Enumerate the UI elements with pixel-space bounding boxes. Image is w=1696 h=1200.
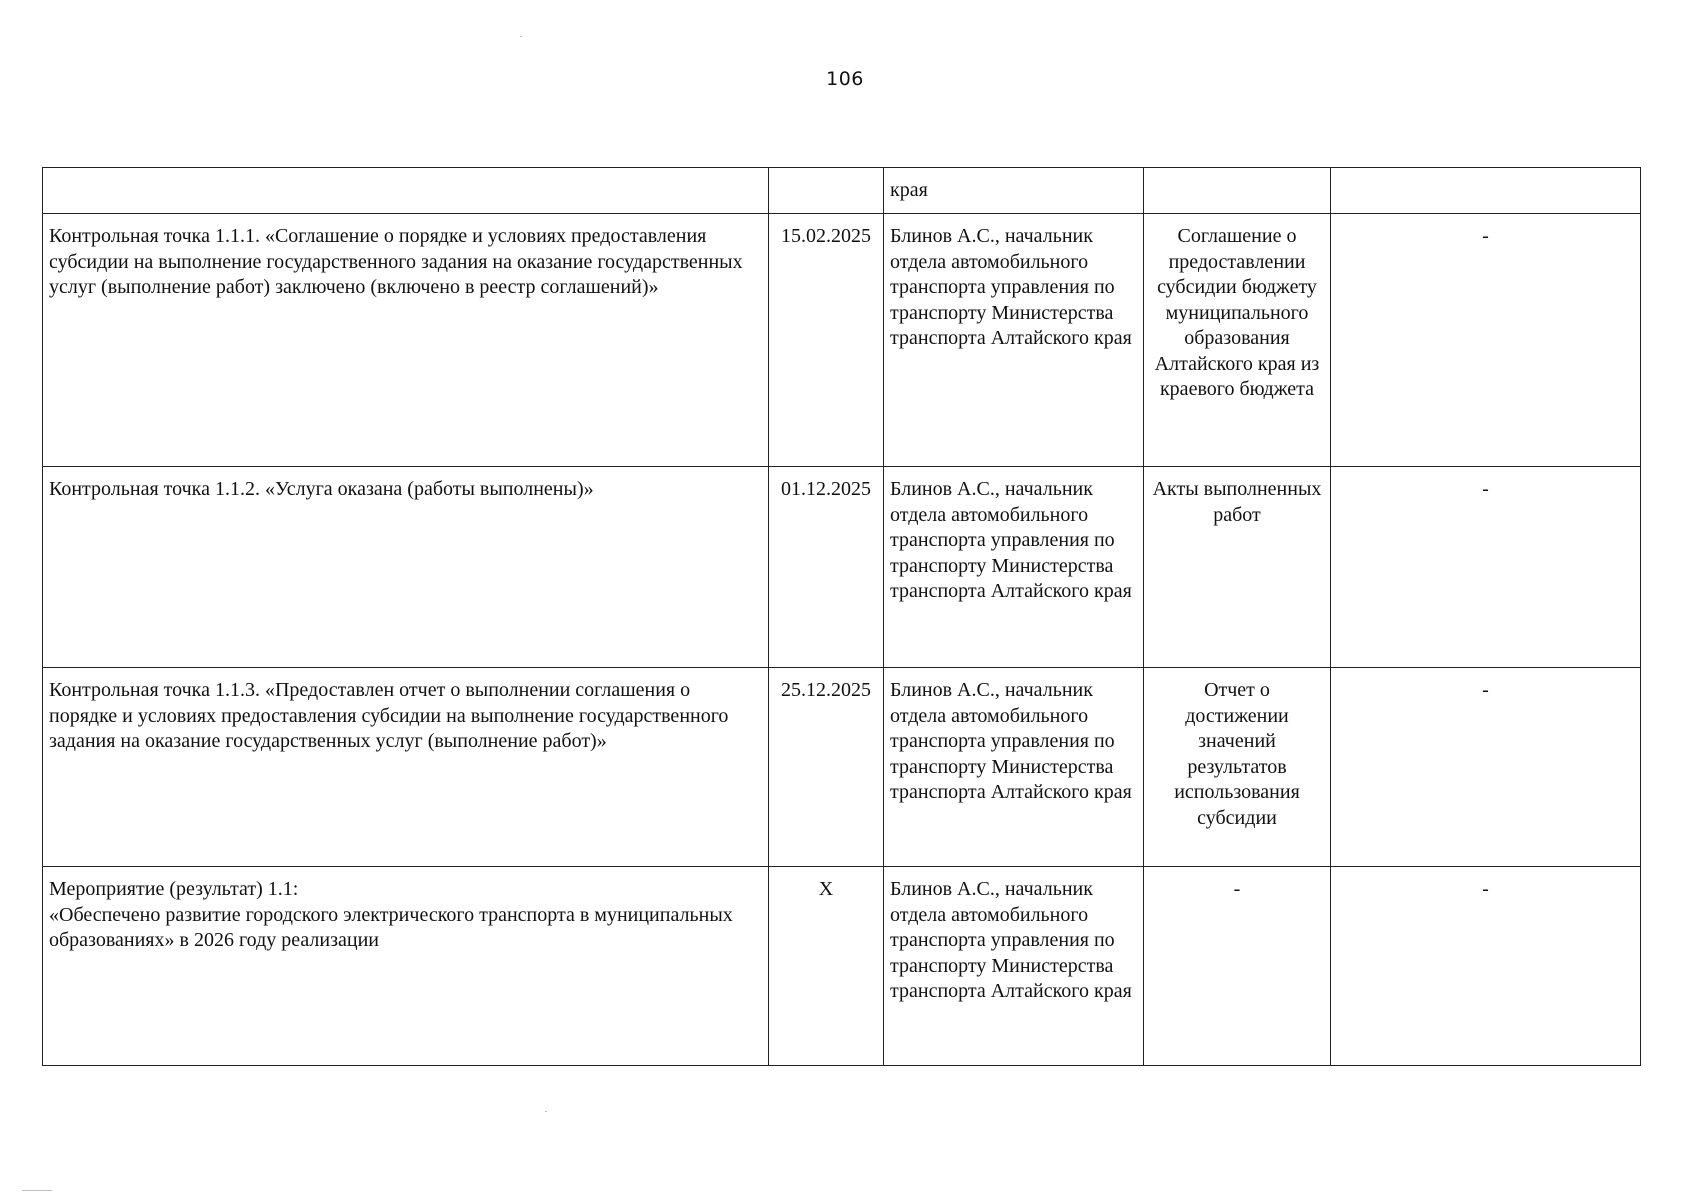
cell-date: X [769, 867, 884, 1066]
scan-artifact [545, 1111, 547, 1112]
cell-info: - [1331, 214, 1641, 467]
table-row [43, 867, 1641, 1066]
table-row [43, 214, 1641, 467]
cell-document: - [1144, 867, 1331, 1066]
table-row [43, 668, 1641, 867]
table-row [43, 168, 1641, 214]
cell-responsible: края [884, 168, 1144, 214]
cell-name: Контрольная точка 1.1.3. «Предоставлен отчет о выполнении соглашения о порядке и условиях предоставления субсидии на выполнение государственного задания на оказание государственных услуг (выполнение работ)» [43, 668, 769, 867]
cell-responsible: Блинов А.С., начальник отдела автомобильного транспорта управления по транспорту Министерства транспорта Алтайского края [884, 867, 1144, 1066]
cell-responsible: Блинов А.С., начальник отдела автомобильного транспорта управления по транспорту Министерства транспорта Алтайского края [884, 214, 1144, 467]
cell-name: Контрольная точка 1.1.2. «Услуга оказана (работы выполнены)» [43, 467, 769, 668]
cell-name: Контрольная точка 1.1.1. «Соглашение о порядке и условиях предоставления субсидии на выполнение государственного задания на оказание государственных услуг (выполнение работ) заключено (включено в реестр соглашений)» [43, 214, 769, 467]
event-description: «Обеспечено развитие городского электрического транспорта в муниципальных образованиях» в 2026 году реализации [49, 903, 733, 951]
cell-date: 25.12.2025 [769, 668, 884, 867]
cell-info: - [1331, 867, 1641, 1066]
cell-name [43, 168, 769, 214]
cell-info: - [1331, 668, 1641, 867]
event-title: Мероприятие (результат) 1.1: [49, 878, 299, 900]
cell-date [769, 168, 884, 214]
cell-date: 01.12.2025 [769, 467, 884, 668]
cell-document: Отчет о достижении значений результатов использования субсидии [1144, 668, 1331, 867]
scan-artifact [22, 1190, 52, 1191]
cell-document [1144, 168, 1331, 214]
cell-document: Соглашение о предоставлении субсидии бюджету муниципального образования Алтайского края из краевого бюджета [1144, 214, 1331, 467]
cell-responsible: Блинов А.С., начальник отдела автомобильного транспорта управления по транспорту Министерства транспорта Алтайского края [884, 668, 1144, 867]
control-points-table [42, 167, 1641, 1066]
cell-date: 15.02.2025 [769, 214, 884, 467]
cell-responsible: Блинов А.С., начальник отдела автомобильного транспорта управления по транспорту Министерства транспорта Алтайского края [884, 467, 1144, 668]
cell-document: Акты выполненных работ [1144, 467, 1331, 668]
cell-info [1331, 168, 1641, 214]
cell-name [43, 867, 769, 1066]
scan-artifact [520, 36, 522, 37]
table-row [43, 467, 1641, 668]
cell-info: - [1331, 467, 1641, 668]
page-number: 106 [826, 68, 864, 90]
